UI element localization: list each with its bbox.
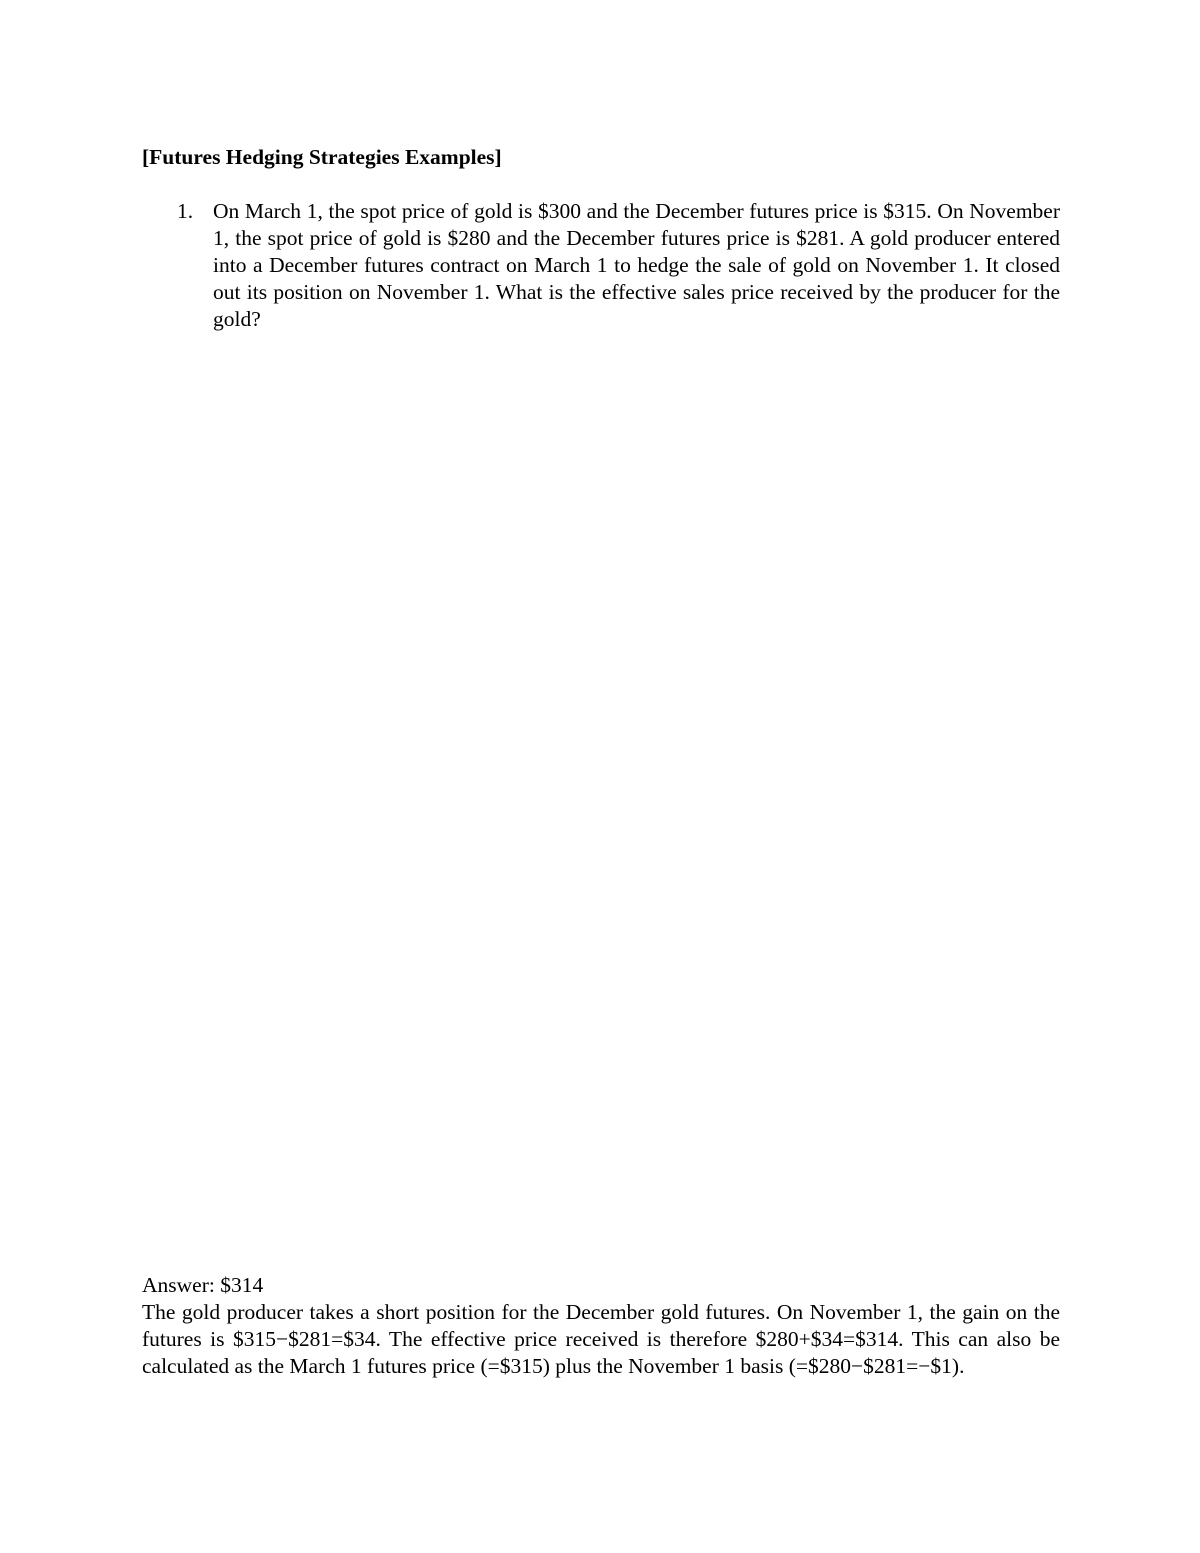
answer-explanation: The gold producer takes a short position for the December gold futures. On November 1, the gain on the futures is $315−$281=$34. The effective price received is therefore $280+$34=$314. This can also be calculated as the March 1 futures price (=$315) plus the November 1 basis (=$280−$281=−$1). [142,1300,1060,1378]
question-text: On March 1, the spot price of gold is $300 and the December futures price is $315. On November 1, the spot price of gold is $280 and the December futures price is $281. A gold producer entered into a December futures contract on March 1 to hedge the sale of gold on November 1. It closed out its position on November 1. What is the effective sales price received by the producer for the gold? [213,199,1060,331]
question-number: 1. [177,199,194,223]
answer-block [142,1272,1060,1380]
question-1 [142,198,1060,333]
answer-label: Answer: $314 [142,1273,264,1297]
document-title: [Futures Hedging Strategies Examples] [142,145,502,169]
